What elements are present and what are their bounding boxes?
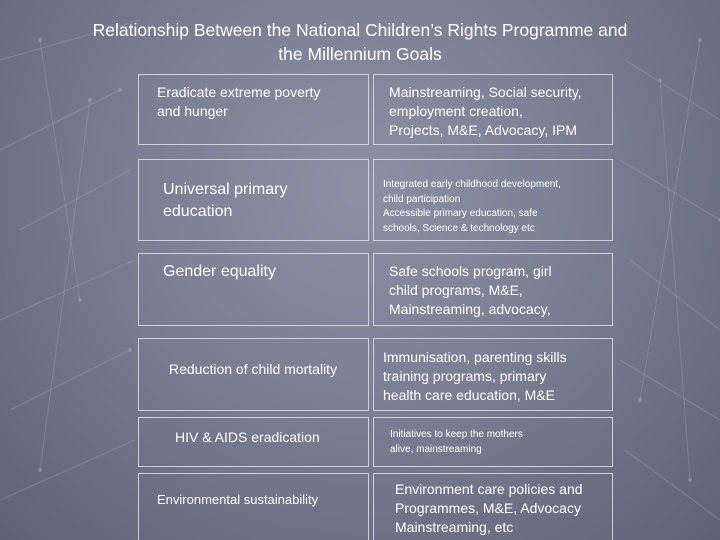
- goal-label: Reduction of child mortality: [169, 361, 338, 377]
- slide-title-line-1: Relationship Between the National Children’s Rights Programme and: [92, 20, 628, 40]
- programme-box-gender: [373, 253, 613, 326]
- goal-box-child-mortality: [138, 338, 369, 411]
- programme-box-hiv-aids: [373, 417, 613, 467]
- goal-label: Gender equality: [163, 263, 276, 280]
- slide-title-line-2: the Millennium Goals: [278, 44, 442, 64]
- programme-label: Initiatives to keep the mothers alive, mainstreaming: [390, 429, 523, 455]
- goal-box-environment: [138, 473, 369, 540]
- goal-box-education: [138, 159, 369, 241]
- programme-label: Immunisation, parenting skills training programs, primary health care education, M&E: [383, 349, 567, 403]
- goal-box-hiv-aids: [138, 417, 369, 467]
- goal-label: HIV & AIDS eradication: [175, 429, 320, 445]
- programme-box-child-mortality: [373, 338, 613, 411]
- programme-box-environment: [373, 473, 613, 540]
- programme-label: Safe schools program, girl child programs, M&E, Mainstreaming, advocacy,: [389, 263, 552, 317]
- programme-box-poverty: [373, 74, 613, 145]
- goal-label: Eradicate extreme poverty and hunger: [157, 84, 321, 119]
- programme-label: Environment care policies and Programmes, M&E, Advocacy Mainstreaming, etc: [395, 481, 583, 535]
- programme-label: Mainstreaming, Social security, employment creation, Projects, M&E, Advocacy, IPM: [389, 84, 582, 138]
- goal-label: Universal primary education: [163, 181, 288, 220]
- programme-label: Integrated early childhood development, child participation Accessible primary education, safe schools, Science & technology etc: [383, 179, 561, 234]
- goal-box-poverty: [138, 74, 369, 145]
- slide-title: [30, 18, 690, 66]
- goal-box-gender: [138, 253, 369, 326]
- programme-box-education: [373, 159, 613, 241]
- goal-label: Environmental sustainability: [157, 492, 319, 507]
